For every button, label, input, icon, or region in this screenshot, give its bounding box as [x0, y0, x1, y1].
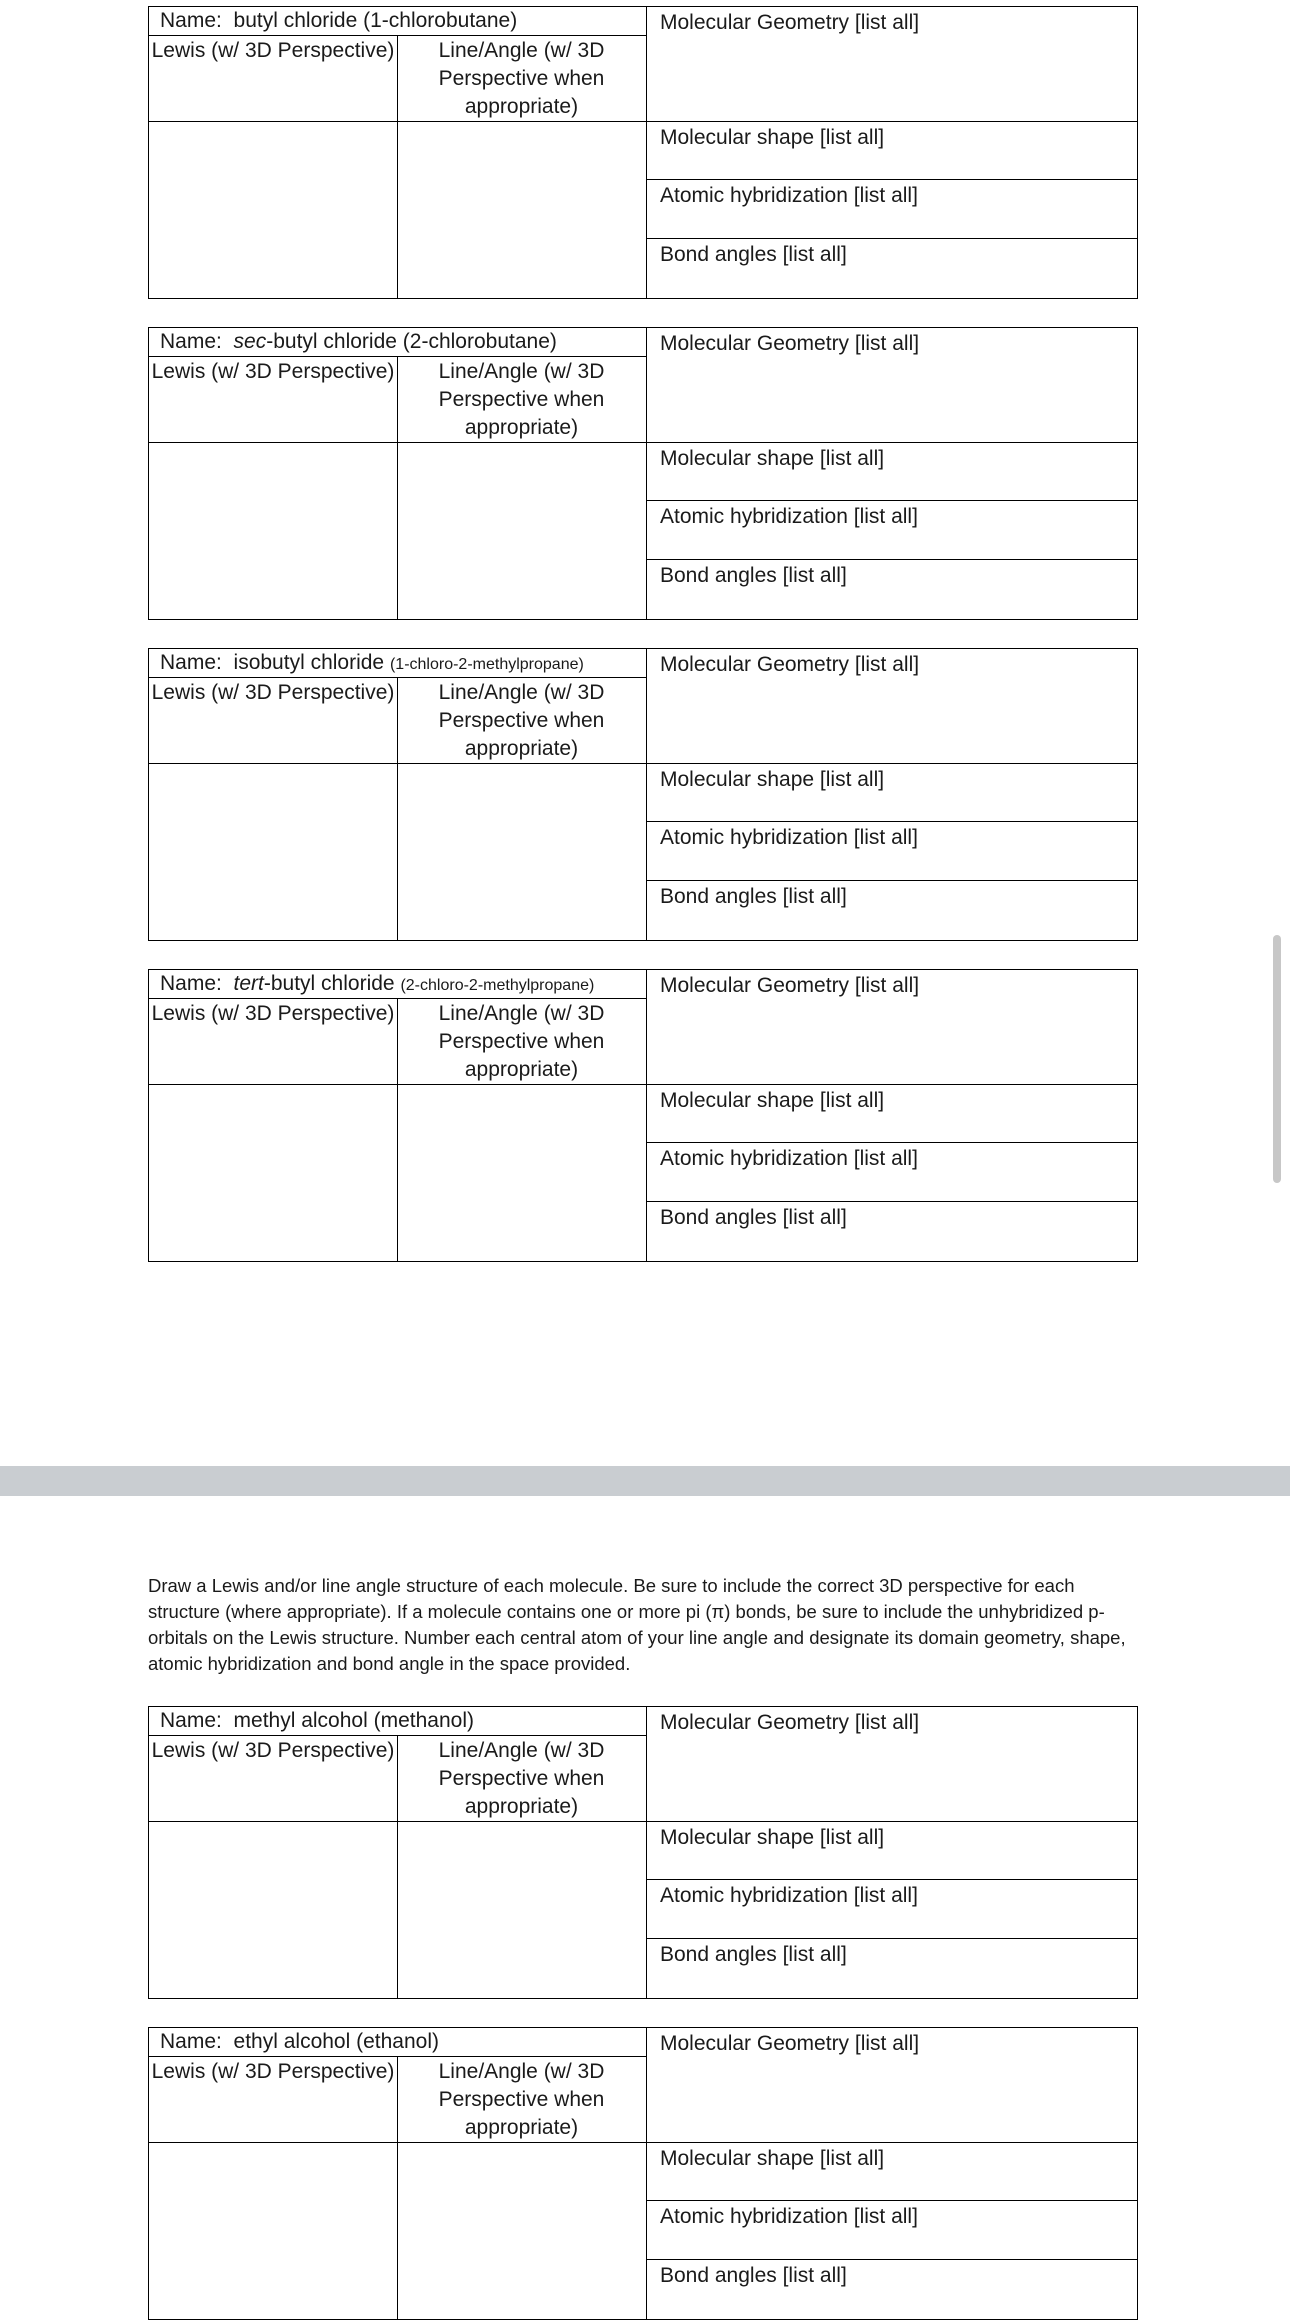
row-divider	[149, 35, 646, 36]
molecule-table-isobutyl-chloride	[148, 648, 1138, 941]
molecular-geometry-label: Molecular Geometry [list all]	[660, 1711, 920, 1734]
lewis-header: Lewis (w/ 3D Perspective)	[151, 39, 395, 62]
line-angle-header: Line/Angle (w/ 3D Perspective when appropriate)	[438, 360, 605, 439]
instructions-paragraph: Draw a Lewis and/or line angle structure of each molecule. Be sure to include the correct 3D perspective for each structure (where appropriate). If a molecule contains one or more pi (π) bonds, be sure to include the unhybridized p-orbitals on the Lewis structure. Number each central atom of your line angle and designate its domain geometry, shape, atomic hybridization and bond angle in the space provided.	[148, 1575, 1126, 1674]
molecule-name: Name: tert-butyl chloride (2-chloro-2-methylpropane)	[160, 972, 595, 995]
molecular-shape-label: Molecular shape [list all]	[660, 126, 885, 149]
line-angle-header: Line/Angle (w/ 3D Perspective when appropriate)	[438, 1739, 605, 1818]
bond-angles-label: Bond angles [list all]	[660, 1206, 847, 1229]
row-divider	[646, 559, 1137, 560]
vertical-scrollbar[interactable]	[1273, 935, 1281, 1183]
row-divider	[149, 121, 1137, 122]
column-divider	[646, 970, 647, 1261]
molecular-shape-label: Molecular shape [list all]	[660, 2147, 885, 2170]
molecular-shape-label: Molecular shape [list all]	[660, 1826, 885, 1849]
molecular-geometry-label: Molecular Geometry [list all]	[660, 11, 920, 34]
atomic-hybridization-label: Atomic hybridization [list all]	[660, 184, 918, 207]
molecule-name: Name: isobutyl chloride (1-chloro-2-methylpropane)	[160, 651, 584, 674]
molecule-table-methanol	[148, 1706, 1138, 1999]
molecule-table-sec-butyl-chloride	[148, 327, 1138, 620]
lewis-header: Lewis (w/ 3D Perspective)	[151, 2060, 395, 2083]
column-divider	[646, 1707, 647, 1998]
molecule-name: Name: ethyl alcohol (ethanol)	[160, 2030, 439, 2053]
row-divider	[646, 821, 1137, 822]
molecule-name: Name: methyl alcohol (methanol)	[160, 1709, 474, 1732]
molecule-table-tert-butyl-chloride	[148, 969, 1138, 1262]
row-divider	[149, 442, 1137, 443]
atomic-hybridization-label: Atomic hybridization [list all]	[660, 1884, 918, 1907]
column-divider	[646, 649, 647, 940]
bond-angles-label: Bond angles [list all]	[660, 885, 847, 908]
atomic-hybridization-label: Atomic hybridization [list all]	[660, 1147, 918, 1170]
row-divider	[149, 356, 646, 357]
row-divider	[646, 1879, 1137, 1880]
row-divider	[646, 179, 1137, 180]
lewis-header: Lewis (w/ 3D Perspective)	[151, 1002, 395, 1025]
bond-angles-label: Bond angles [list all]	[660, 243, 847, 266]
molecule-name: Name: sec-butyl chloride (2-chlorobutane)	[160, 330, 557, 353]
molecular-geometry-label: Molecular Geometry [list all]	[660, 332, 920, 355]
page-separator	[0, 1466, 1290, 1496]
document-page-2	[0, 1496, 1290, 2287]
molecular-geometry-label: Molecular Geometry [list all]	[660, 974, 920, 997]
bond-angles-label: Bond angles [list all]	[660, 2264, 847, 2287]
row-divider	[149, 1821, 1137, 1822]
atomic-hybridization-label: Atomic hybridization [list all]	[660, 826, 918, 849]
line-angle-header: Line/Angle (w/ 3D Perspective when appropriate)	[438, 39, 605, 118]
row-divider	[646, 2200, 1137, 2201]
line-angle-header: Line/Angle (w/ 3D Perspective when appropriate)	[438, 681, 605, 760]
molecule-table-ethanol	[148, 2027, 1138, 2320]
molecule-table-butyl-chloride	[148, 6, 1138, 299]
row-divider	[646, 1938, 1137, 1939]
atomic-hybridization-label: Atomic hybridization [list all]	[660, 505, 918, 528]
row-divider	[646, 1201, 1137, 1202]
row-divider	[646, 238, 1137, 239]
atomic-hybridization-label: Atomic hybridization [list all]	[660, 2205, 918, 2228]
molecular-geometry-label: Molecular Geometry [list all]	[660, 2032, 920, 2055]
row-divider	[149, 763, 1137, 764]
column-divider	[646, 2028, 647, 2319]
row-divider	[646, 1142, 1137, 1143]
molecular-shape-label: Molecular shape [list all]	[660, 768, 885, 791]
row-divider	[646, 880, 1137, 881]
row-divider	[149, 2142, 1137, 2143]
row-divider	[149, 2056, 646, 2057]
bond-angles-label: Bond angles [list all]	[660, 1943, 847, 1966]
row-divider	[646, 500, 1137, 501]
column-divider	[646, 328, 647, 619]
molecular-geometry-label: Molecular Geometry [list all]	[660, 653, 920, 676]
line-angle-header: Line/Angle (w/ 3D Perspective when appropriate)	[438, 1002, 605, 1081]
row-divider	[149, 1084, 1137, 1085]
column-divider	[646, 7, 647, 298]
molecular-shape-label: Molecular shape [list all]	[660, 447, 885, 470]
lewis-header: Lewis (w/ 3D Perspective)	[151, 360, 395, 383]
row-divider	[646, 2259, 1137, 2260]
line-angle-header: Line/Angle (w/ 3D Perspective when appropriate)	[438, 2060, 605, 2139]
molecular-shape-label: Molecular shape [list all]	[660, 1089, 885, 1112]
molecule-name: Name: butyl chloride (1-chlorobutane)	[160, 9, 518, 32]
bond-angles-label: Bond angles [list all]	[660, 564, 847, 587]
lewis-header: Lewis (w/ 3D Perspective)	[151, 681, 395, 704]
row-divider	[149, 1735, 646, 1736]
lewis-header: Lewis (w/ 3D Perspective)	[151, 1739, 395, 1762]
